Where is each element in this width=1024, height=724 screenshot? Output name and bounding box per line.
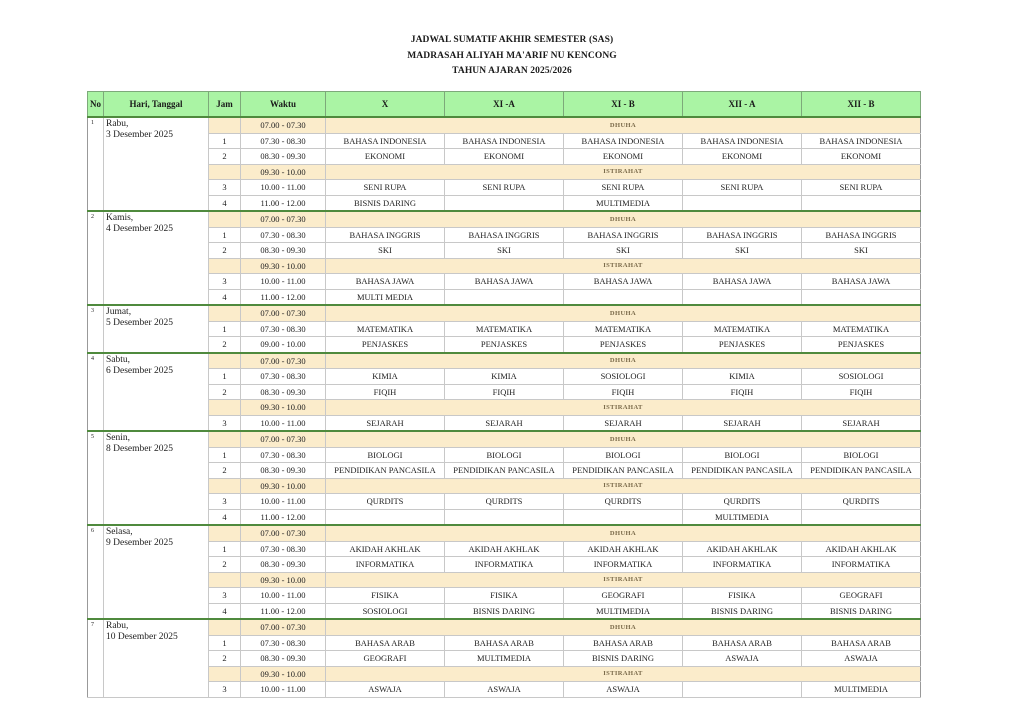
waktu-cell: 08.30 - 09.30 <box>241 384 326 400</box>
jam-cell-empty <box>209 211 241 227</box>
subject-cell-xii-b <box>802 509 921 525</box>
break-label: ISTIRAHAT <box>326 572 921 588</box>
waktu-cell: 07.30 - 08.30 <box>241 227 326 243</box>
waktu-cell: 07.30 - 08.30 <box>241 321 326 337</box>
subject-cell-x: BAHASA ARAB <box>326 635 445 651</box>
jam-cell: 1 <box>209 635 241 651</box>
waktu-cell: 07.00 - 07.30 <box>241 431 326 447</box>
waktu-cell: 09.30 - 10.00 <box>241 164 326 180</box>
lesson-row <box>88 651 921 667</box>
subject-cell-x: BISNIS DARING <box>326 195 445 211</box>
waktu-cell: 11.00 - 12.00 <box>241 509 326 525</box>
subject-cell-xii-a: KIMIA <box>683 369 802 385</box>
subject-cell-xi-b: INFORMATIKA <box>564 557 683 573</box>
jam-cell-empty <box>209 117 241 133</box>
subject-cell-xi-a: SEJARAH <box>445 415 564 431</box>
subject-cell-xii-a: FIQIH <box>683 384 802 400</box>
subject-cell-xii-b: MULTIMEDIA <box>802 682 921 698</box>
jam-cell: 1 <box>209 447 241 463</box>
subject-cell-xii-a: BAHASA JAWA <box>683 274 802 290</box>
waktu-cell: 10.00 - 11.00 <box>241 494 326 510</box>
day-name: Rabu, <box>106 119 129 129</box>
lesson-row <box>88 243 921 259</box>
subject-cell-xii-a: QURDITS <box>683 494 802 510</box>
break-label: ISTIRAHAT <box>326 164 921 180</box>
jam-cell-empty <box>209 619 241 635</box>
jam-cell: 3 <box>209 274 241 290</box>
subject-cell-x: KIMIA <box>326 369 445 385</box>
lesson-row <box>88 588 921 604</box>
subject-cell-xi-b: SOSIOLOGI <box>564 369 683 385</box>
jam-cell: 1 <box>209 541 241 557</box>
break-label: DHUHA <box>326 117 921 133</box>
subject-cell-xi-a: PENJASKES <box>445 337 564 353</box>
column-header-class-xii-b: XII - B <box>802 92 921 118</box>
document-title-block <box>0 33 1024 80</box>
jam-cell-empty <box>209 572 241 588</box>
lesson-row <box>88 541 921 557</box>
lesson-row <box>88 149 921 165</box>
break-label: DHUHA <box>326 353 921 369</box>
subject-cell-xii-a <box>683 289 802 305</box>
waktu-cell: 07.00 - 07.30 <box>241 305 326 321</box>
subject-cell-xii-a: BISNIS DARING <box>683 603 802 619</box>
waktu-cell: 07.00 - 07.30 <box>241 619 326 635</box>
day-name: Selasa, <box>106 527 133 537</box>
day-date-cell <box>104 525 209 619</box>
day-name: Kamis, <box>106 213 134 223</box>
subject-cell-xi-a: FISIKA <box>445 588 564 604</box>
waktu-cell: 07.30 - 08.30 <box>241 369 326 385</box>
lesson-row <box>88 133 921 149</box>
waktu-cell: 09.30 - 10.00 <box>241 400 326 416</box>
jam-cell: 1 <box>209 133 241 149</box>
day-name: Rabu, <box>106 621 129 631</box>
waktu-cell: 11.00 - 12.00 <box>241 195 326 211</box>
waktu-cell: 07.30 - 08.30 <box>241 447 326 463</box>
break-row <box>88 525 921 541</box>
subject-cell-x <box>326 509 445 525</box>
subject-cell-xi-b: QURDITS <box>564 494 683 510</box>
lesson-row <box>88 289 921 305</box>
subject-cell-xi-a: FIQIH <box>445 384 564 400</box>
subject-cell-xii-a: EKONOMI <box>683 149 802 165</box>
subject-cell-xi-a: BAHASA JAWA <box>445 274 564 290</box>
subject-cell-xi-b: BIOLOGI <box>564 447 683 463</box>
column-header-class-xi-a: XI -A <box>445 92 564 118</box>
column-header-class-xi-b: XI - B <box>564 92 683 118</box>
jam-cell: 2 <box>209 557 241 573</box>
jam-cell: 4 <box>209 603 241 619</box>
subject-cell-xii-a <box>683 682 802 698</box>
subject-cell-xi-a: ASWAJA <box>445 682 564 698</box>
subject-cell-xi-a: AKIDAH AKHLAK <box>445 541 564 557</box>
subject-cell-x: SENI RUPA <box>326 180 445 196</box>
subject-cell-xii-b: FIQIH <box>802 384 921 400</box>
subject-cell-xi-b <box>564 509 683 525</box>
jam-cell: 4 <box>209 195 241 211</box>
subject-cell-xi-a: BAHASA ARAB <box>445 635 564 651</box>
break-row <box>88 164 921 180</box>
day-name: Sabtu, <box>106 354 131 365</box>
waktu-cell: 10.00 - 11.00 <box>241 180 326 196</box>
column-header-no: No <box>88 92 104 118</box>
waktu-cell: 08.30 - 09.30 <box>241 149 326 165</box>
day-date-cell <box>104 211 209 305</box>
column-header-hari-tanggal: Hari, Tanggal <box>104 92 209 118</box>
jam-cell: 4 <box>209 509 241 525</box>
subject-cell-xii-a: PENDIDIKAN PANCASILA <box>683 463 802 479</box>
break-label: DHUHA <box>326 305 921 321</box>
day-date-cell <box>104 305 209 353</box>
column-header-waktu: Waktu <box>241 92 326 118</box>
lesson-row <box>88 415 921 431</box>
title-line-3: TAHUN AJARAN 2025/2026 <box>452 66 572 76</box>
title-line-1: JADWAL SUMATIF AKHIR SEMESTER (SAS) <box>410 35 614 45</box>
waktu-cell: 10.00 - 11.00 <box>241 682 326 698</box>
subject-cell-x: FIQIH <box>326 384 445 400</box>
column-header-jam: Jam <box>209 92 241 118</box>
waktu-cell: 07.30 - 08.30 <box>241 133 326 149</box>
subject-cell-xii-b: GEOGRAFI <box>802 588 921 604</box>
break-label: DHUHA <box>326 525 921 541</box>
lesson-row <box>88 557 921 573</box>
subject-cell-xi-b: BISNIS DARING <box>564 651 683 667</box>
subject-cell-x: PENJASKES <box>326 337 445 353</box>
jam-cell-empty <box>209 353 241 369</box>
column-header-class-x: X <box>326 92 445 118</box>
subject-cell-xi-a <box>445 509 564 525</box>
lesson-row <box>88 195 921 211</box>
jam-cell: 2 <box>209 337 241 353</box>
subject-cell-x: MULTI MEDIA <box>326 289 445 305</box>
day-date: 6 Desember 2025 <box>106 365 174 376</box>
subject-cell-xii-b: INFORMATIKA <box>802 557 921 573</box>
break-label: ISTIRAHAT <box>326 666 921 682</box>
subject-cell-xi-a: MATEMATIKA <box>445 321 564 337</box>
subject-cell-x: GEOGRAFI <box>326 651 445 667</box>
subject-cell-xii-b: PENJASKES <box>802 337 921 353</box>
subject-cell-xi-a: EKONOMI <box>445 149 564 165</box>
subject-cell-xii-b <box>802 195 921 211</box>
subject-cell-xi-b: SEJARAH <box>564 415 683 431</box>
break-label: ISTIRAHAT <box>326 258 921 274</box>
subject-cell-xi-a: INFORMATIKA <box>445 557 564 573</box>
subject-cell-xi-a: SENI RUPA <box>445 180 564 196</box>
jam-cell: 1 <box>209 321 241 337</box>
subject-cell-xii-a: BIOLOGI <box>683 447 802 463</box>
title-line-2: MADRASAH ALIYAH MA'ARIF NU KENCONG <box>407 50 617 61</box>
subject-cell-xii-b: SEJARAH <box>802 415 921 431</box>
lesson-row <box>88 682 921 698</box>
lesson-row <box>88 369 921 385</box>
subject-cell-xii-a: BAHASA ARAB <box>683 635 802 651</box>
subject-cell-x: SOSIOLOGI <box>326 603 445 619</box>
subject-cell-x: INFORMATIKA <box>326 557 445 573</box>
subject-cell-x: BAHASA INDONESIA <box>326 133 445 149</box>
jam-cell: 2 <box>209 384 241 400</box>
subject-cell-xii-b: MATEMATIKA <box>802 321 921 337</box>
day-date-cell <box>104 619 209 697</box>
break-row <box>88 211 921 227</box>
subject-cell-xii-a: BAHASA INDONESIA <box>683 133 802 149</box>
jam-cell: 2 <box>209 463 241 479</box>
subject-cell-xi-b: BAHASA ARAB <box>564 635 683 651</box>
jam-cell-empty <box>209 431 241 447</box>
break-label: ISTIRAHAT <box>326 478 921 494</box>
subject-cell-x: AKIDAH AKHLAK <box>326 541 445 557</box>
subject-cell-xi-a: BAHASA INGGRIS <box>445 227 564 243</box>
jam-cell: 3 <box>209 682 241 698</box>
subject-cell-xii-b: BAHASA INGGRIS <box>802 227 921 243</box>
subject-cell-xi-b <box>564 289 683 305</box>
subject-cell-xi-b: SENI RUPA <box>564 180 683 196</box>
waktu-cell: 08.30 - 09.30 <box>241 243 326 259</box>
subject-cell-xii-b: PENDIDIKAN PANCASILA <box>802 463 921 479</box>
subject-cell-xi-b: AKIDAH AKHLAK <box>564 541 683 557</box>
subject-cell-xi-a: BIOLOGI <box>445 447 564 463</box>
subject-cell-xii-b <box>802 289 921 305</box>
subject-cell-xii-b: BIOLOGI <box>802 447 921 463</box>
break-row <box>88 305 921 321</box>
lesson-row <box>88 321 921 337</box>
lesson-row <box>88 509 921 525</box>
subject-cell-xi-b: SKI <box>564 243 683 259</box>
subject-cell-xii-a: SENI RUPA <box>683 180 802 196</box>
subject-cell-xi-b: MULTIMEDIA <box>564 195 683 211</box>
subject-cell-xii-b: ASWAJA <box>802 651 921 667</box>
break-row <box>88 619 921 635</box>
subject-cell-xii-b: BAHASA JAWA <box>802 274 921 290</box>
break-row <box>88 572 921 588</box>
subject-cell-x: BAHASA JAWA <box>326 274 445 290</box>
lesson-row <box>88 635 921 651</box>
waktu-cell: 08.30 - 09.30 <box>241 557 326 573</box>
break-label: DHUHA <box>326 211 921 227</box>
table-header-row <box>88 92 921 118</box>
jam-cell: 1 <box>209 227 241 243</box>
schedule-body <box>88 117 921 697</box>
jam-cell-empty <box>209 164 241 180</box>
jam-cell: 2 <box>209 651 241 667</box>
break-label: DHUHA <box>326 431 921 447</box>
subject-cell-x: BAHASA INGGRIS <box>326 227 445 243</box>
subject-cell-x: FISIKA <box>326 588 445 604</box>
waktu-cell: 07.30 - 08.30 <box>241 541 326 557</box>
lesson-row <box>88 337 921 353</box>
day-number: 1 <box>88 117 104 211</box>
waktu-cell: 07.00 - 07.30 <box>241 117 326 133</box>
day-date: 5 Desember 2025 <box>106 318 174 328</box>
day-number: 5 <box>88 431 104 525</box>
waktu-cell: 07.00 - 07.30 <box>241 525 326 541</box>
waktu-cell: 07.30 - 08.30 <box>241 635 326 651</box>
subject-cell-xii-a: MATEMATIKA <box>683 321 802 337</box>
lesson-row <box>88 494 921 510</box>
subject-cell-x: BIOLOGI <box>326 447 445 463</box>
break-row <box>88 117 921 133</box>
lesson-row <box>88 227 921 243</box>
day-number: 6 <box>88 525 104 619</box>
waktu-cell: 08.30 - 09.30 <box>241 651 326 667</box>
lesson-row <box>88 274 921 290</box>
subject-cell-xii-b: SENI RUPA <box>802 180 921 196</box>
waktu-cell: 07.00 - 07.30 <box>241 211 326 227</box>
subject-cell-x: EKONOMI <box>326 149 445 165</box>
jam-cell: 1 <box>209 369 241 385</box>
lesson-row <box>88 603 921 619</box>
subject-cell-xi-a <box>445 195 564 211</box>
lesson-row <box>88 463 921 479</box>
subject-cell-xi-a: MULTIMEDIA <box>445 651 564 667</box>
break-label: ISTIRAHAT <box>326 400 921 416</box>
day-date-cell <box>104 431 209 525</box>
jam-cell-empty <box>209 258 241 274</box>
day-number: 3 <box>88 305 104 353</box>
subject-cell-xii-a: AKIDAH AKHLAK <box>683 541 802 557</box>
subject-cell-xii-a: PENJASKES <box>683 337 802 353</box>
waktu-cell: 09.30 - 10.00 <box>241 478 326 494</box>
day-number: 2 <box>88 211 104 305</box>
jam-cell: 4 <box>209 289 241 305</box>
subject-cell-xi-a: BAHASA INDONESIA <box>445 133 564 149</box>
break-row <box>88 478 921 494</box>
subject-cell-xii-a: BAHASA INGGRIS <box>683 227 802 243</box>
subject-cell-xii-b: BAHASA INDONESIA <box>802 133 921 149</box>
day-name: Jumat, <box>106 307 132 317</box>
waktu-cell: 07.00 - 07.30 <box>241 353 326 369</box>
waktu-cell: 09.30 - 10.00 <box>241 572 326 588</box>
subject-cell-xi-a: SKI <box>445 243 564 259</box>
waktu-cell: 11.00 - 12.00 <box>241 603 326 619</box>
waktu-cell: 10.00 - 11.00 <box>241 588 326 604</box>
subject-cell-xi-a: PENDIDIKAN PANCASILA <box>445 463 564 479</box>
subject-cell-xii-a: INFORMATIKA <box>683 557 802 573</box>
jam-cell: 3 <box>209 415 241 431</box>
subject-cell-xii-a: SEJARAH <box>683 415 802 431</box>
lesson-row <box>88 384 921 400</box>
break-label: DHUHA <box>326 619 921 635</box>
day-date: 3 Desember 2025 <box>106 130 174 140</box>
jam-cell-empty <box>209 525 241 541</box>
subject-cell-x: SEJARAH <box>326 415 445 431</box>
subject-cell-xii-a: ASWAJA <box>683 651 802 667</box>
subject-cell-x: MATEMATIKA <box>326 321 445 337</box>
day-date: 9 Desember 2025 <box>106 538 174 548</box>
day-name: Senin, <box>106 433 131 443</box>
day-number: 4 <box>88 353 104 432</box>
waktu-cell: 09.00 - 10.00 <box>241 337 326 353</box>
jam-cell: 3 <box>209 588 241 604</box>
break-row <box>88 258 921 274</box>
subject-cell-xii-a: SKI <box>683 243 802 259</box>
subject-cell-xii-b: AKIDAH AKHLAK <box>802 541 921 557</box>
subject-cell-xi-b: GEOGRAFI <box>564 588 683 604</box>
lesson-row <box>88 180 921 196</box>
subject-cell-x: ASWAJA <box>326 682 445 698</box>
day-date-cell <box>104 353 209 432</box>
jam-cell: 2 <box>209 149 241 165</box>
break-row <box>88 353 921 369</box>
subject-cell-xi-b: MULTIMEDIA <box>564 603 683 619</box>
subject-cell-xi-b: PENDIDIKAN PANCASILA <box>564 463 683 479</box>
jam-cell: 3 <box>209 180 241 196</box>
waktu-cell: 11.00 - 12.00 <box>241 289 326 305</box>
subject-cell-x: PENDIDIKAN PANCASILA <box>326 463 445 479</box>
subject-cell-xii-b: SKI <box>802 243 921 259</box>
subject-cell-xi-b: EKONOMI <box>564 149 683 165</box>
break-row <box>88 400 921 416</box>
subject-cell-xii-b: SOSIOLOGI <box>802 369 921 385</box>
break-row <box>88 431 921 447</box>
subject-cell-xi-b: MATEMATIKA <box>564 321 683 337</box>
day-date: 8 Desember 2025 <box>106 444 174 454</box>
subject-cell-xii-b: QURDITS <box>802 494 921 510</box>
subject-cell-xi-b: PENJASKES <box>564 337 683 353</box>
subject-cell-xii-a <box>683 195 802 211</box>
subject-cell-xi-b: ASWAJA <box>564 682 683 698</box>
day-number: 7 <box>88 619 104 697</box>
subject-cell-x: QURDITS <box>326 494 445 510</box>
waktu-cell: 09.30 - 10.00 <box>241 258 326 274</box>
subject-cell-xi-a: BISNIS DARING <box>445 603 564 619</box>
exam-schedule-table <box>87 91 921 698</box>
break-row <box>88 666 921 682</box>
subject-cell-xi-b: BAHASA INGGRIS <box>564 227 683 243</box>
subject-cell-xi-a <box>445 289 564 305</box>
jam-cell-empty <box>209 666 241 682</box>
subject-cell-xii-b: EKONOMI <box>802 149 921 165</box>
jam-cell: 2 <box>209 243 241 259</box>
jam-cell: 3 <box>209 494 241 510</box>
jam-cell-empty <box>209 478 241 494</box>
lesson-row <box>88 447 921 463</box>
waktu-cell: 10.00 - 11.00 <box>241 415 326 431</box>
waktu-cell: 09.30 - 10.00 <box>241 666 326 682</box>
subject-cell-xii-a: MULTIMEDIA <box>683 509 802 525</box>
subject-cell-xi-b: BAHASA JAWA <box>564 274 683 290</box>
subject-cell-xi-a: KIMIA <box>445 369 564 385</box>
column-header-class-xii-a: XII - A <box>683 92 802 118</box>
waktu-cell: 08.30 - 09.30 <box>241 463 326 479</box>
subject-cell-xi-b: BAHASA INDONESIA <box>564 133 683 149</box>
jam-cell-empty <box>209 305 241 321</box>
day-date: 10 Desember 2025 <box>106 632 178 642</box>
day-date-cell <box>104 117 209 211</box>
subject-cell-x: SKI <box>326 243 445 259</box>
subject-cell-xi-a: QURDITS <box>445 494 564 510</box>
subject-cell-xii-b: BAHASA ARAB <box>802 635 921 651</box>
subject-cell-xii-b: BISNIS DARING <box>802 603 921 619</box>
waktu-cell: 10.00 - 11.00 <box>241 274 326 290</box>
subject-cell-xi-b: FIQIH <box>564 384 683 400</box>
subject-cell-xii-a: FISIKA <box>683 588 802 604</box>
day-date: 4 Desember 2025 <box>106 224 174 234</box>
jam-cell-empty <box>209 400 241 416</box>
